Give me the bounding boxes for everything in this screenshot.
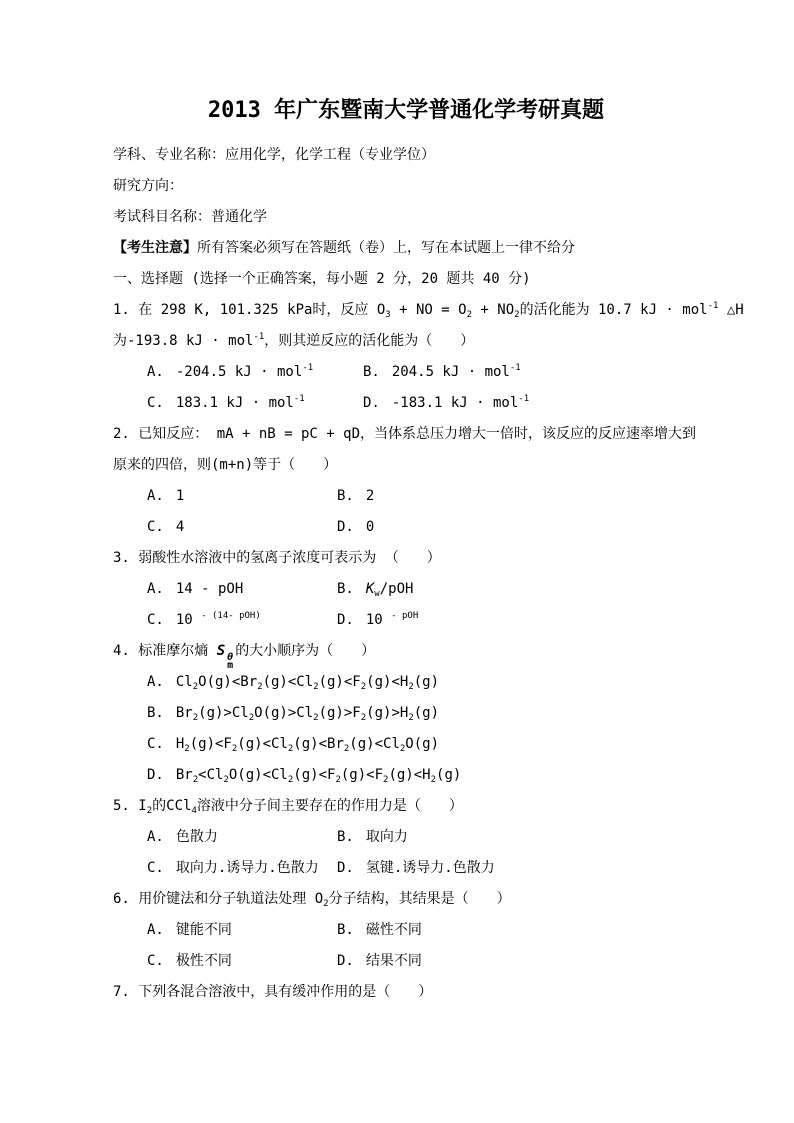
question-4-text: 4. 标准摩尔熵 S θ m 的大小顺序为（ ） bbox=[113, 643, 376, 671]
question-3-option-d: D. 10 $^{- pOH}$ bbox=[337, 611, 419, 628]
question-3-options-row-1 bbox=[113, 574, 699, 605]
question-3-option-a: A. 14 - pOH bbox=[147, 581, 244, 597]
question-2-option-c: C. 4 bbox=[147, 519, 185, 535]
question-3-option-b: B. $K_w$/pOH bbox=[337, 581, 414, 599]
candidate-notice-label: 【考生注意】 bbox=[113, 240, 197, 256]
question-4-option-b-row bbox=[113, 698, 699, 729]
question-2-option-d: D. 0 bbox=[337, 519, 375, 535]
question-1 bbox=[113, 295, 744, 419]
question-2-options-row-1 bbox=[113, 481, 699, 512]
meta-major: 学科、专业名称：应用化学，化学工程（专业学位） bbox=[113, 147, 435, 163]
question-4-option-b: B. $Br_2(g)>Cl_2O(g)>Cl_2(g)>F_2(g)>H_2(g)$ bbox=[147, 705, 440, 723]
question-5-text: 5. $I_2$的CCl$_4$溶液中分子间主要存在的作用力是（ ） bbox=[113, 798, 463, 816]
question-3 bbox=[113, 543, 699, 636]
question-5-option-d: D. 氢键.诱导力.色散力 bbox=[337, 860, 495, 876]
question-1-option-c: C. 183.1 kJ · mol$^{-1}$ bbox=[147, 394, 305, 411]
question-5-option-c: C. 取向力.诱导力.色散力 bbox=[147, 860, 319, 876]
question-4-option-d-row bbox=[113, 760, 699, 791]
question-5 bbox=[113, 791, 699, 884]
question-4-option-a-row bbox=[113, 667, 699, 698]
question-5-option-b: B. 取向力 bbox=[337, 829, 408, 845]
question-4-option-c: C. $H_2(g)<F_2(g)<Cl_2(g)<Br_2(g)<Cl_2O(g)$ bbox=[147, 736, 440, 754]
question-1-text-line-2: 为-193.8 kJ · mol$^{-1}$，则其逆反应的活化能为（ ） bbox=[113, 332, 475, 349]
question-7-text: 7. 下列各混合溶液中，具有缓冲作用的是（ ） bbox=[113, 984, 433, 1000]
question-6 bbox=[113, 884, 699, 977]
candidate-notice-text: 所有答案必须写在答题纸（卷）上，写在本试题上一律不给分 bbox=[197, 240, 575, 256]
question-6-options-row-1 bbox=[113, 915, 699, 946]
question-6-text: 6. 用价键法和分子轨道法处理 $O_2$分子结构，其结果是（ ） bbox=[113, 891, 511, 909]
question-4 bbox=[113, 636, 699, 791]
meta-subject: 考试科目名称：普通化学 bbox=[113, 209, 267, 225]
question-5-options-row-2 bbox=[113, 853, 699, 884]
question-1-option-b: B. 204.5 kJ · mol$^{-1}$ bbox=[363, 363, 521, 380]
question-3-text: 3. 弱酸性水溶液中的氢离子浓度可表示为 （ ） bbox=[113, 550, 441, 566]
question-1-text-line-1: 1. 在 298 K, 101.325 kPa时，反应 $O_3$ + NO = $O_2 + NO_2$的活化能为 10.7 kJ · mol$^{-1}$ △H bbox=[113, 301, 744, 320]
exam-title: 2013 年广东暨南大学普通化学考研真题 bbox=[207, 98, 605, 123]
question-6-option-b: B. 磁性不同 bbox=[337, 922, 422, 938]
question-3-options-row-2 bbox=[113, 605, 699, 636]
question-1-options-row-2 bbox=[113, 388, 699, 419]
question-5-options-row-1 bbox=[113, 822, 699, 853]
question-1-option-a: A. -204.5 kJ · mol$^{-1}$ bbox=[147, 363, 314, 380]
question-2 bbox=[113, 419, 699, 543]
question-2-option-b: B. 2 bbox=[337, 488, 375, 504]
question-6-option-a: A. 键能不同 bbox=[147, 922, 232, 938]
section-heading: 一、选择题 (选择一个正确答案，每小题 2 分，20 题共 40 分) bbox=[113, 271, 531, 287]
question-4-option-d: D. $Br_2<Cl_2O(g)<Cl_2(g)<F_2(g)<F_2(g)<H_2(g)$ bbox=[147, 767, 462, 785]
candidate-notice bbox=[113, 233, 699, 264]
question-1-options-row-1 bbox=[113, 357, 699, 388]
meta-research-direction: 研究方向： bbox=[113, 178, 183, 194]
question-2-options-row-2 bbox=[113, 512, 699, 543]
question-7 bbox=[113, 977, 699, 1008]
question-1-option-d: D. -183.1 kJ · mol$^{-1}$ bbox=[363, 394, 530, 411]
question-3-option-c: C. 10 $^{- (14- pOH)}$ bbox=[147, 611, 261, 628]
question-4-option-c-row bbox=[113, 729, 699, 760]
question-6-option-c: C. 极性不同 bbox=[147, 953, 232, 969]
question-6-options-row-2 bbox=[113, 946, 699, 977]
question-5-option-a: A. 色散力 bbox=[147, 829, 218, 845]
question-2-text-line-1: 2. 已知反应： mA + nB = pC + qD，当体系总压力增大一倍时，该反应的反应速率增大到 bbox=[113, 426, 697, 442]
question-4-option-a: A. $Cl_2O(g)<Br_2(g)<Cl_2(g)<F_2(g)<H_2(g)$ bbox=[147, 674, 440, 692]
question-2-option-a: A. 1 bbox=[147, 488, 185, 504]
question-2-text-line-2: 原来的四倍，则(m+n)等于（ ） bbox=[113, 457, 338, 473]
question-6-option-d: D. 结果不同 bbox=[337, 953, 422, 969]
